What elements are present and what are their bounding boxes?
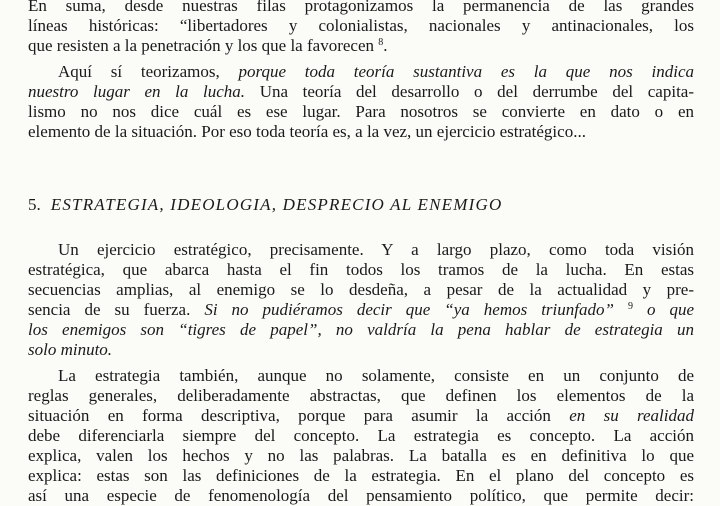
text-line: líneas históricas: “libertadores y colonialistas, nacionales y antinacionales, los	[28, 16, 694, 35]
section-number: 5.	[28, 195, 41, 214]
text-line: los enemigos son “tigres de papel”, no valdría la pena hablar de estrategia un	[28, 320, 694, 339]
paragraph-estrategia	[28, 366, 694, 506]
paragraph-ejercicio	[28, 240, 694, 360]
book-page	[28, 0, 694, 506]
text-line: situación en forma descriptiva, porque para asumir la acción en su realidad	[28, 406, 695, 425]
text-line: sencia de su fuerza. Si no pudiéramos decir que “ya hemos triunfado” $^9$ o que	[28, 300, 694, 319]
text-line: explica: estas son las definiciones de la estrategia. En el plano del concepto es	[28, 466, 694, 485]
text-line: Un ejercicio estratégico, precisamente. Y a largo plazo, como toda visión	[58, 240, 694, 259]
text-line: que resisten a la penetración y los que la favorecen $^8$.	[28, 36, 388, 55]
section-heading	[28, 194, 694, 216]
text-line: En suma, desde nuestras filas protagonizamos la permanencia de las grandes	[28, 0, 694, 15]
text-line: nuestro lugar en la lucha. Una teoría del desarrollo o del derrumbe del capita-	[28, 82, 694, 101]
text-line: La estrategia también, aunque no solamente, consiste en un conjunto de	[58, 366, 694, 385]
text-line: debe diferenciarla siempre del concepto. La estrategia es concepto. La acción	[28, 426, 694, 445]
text-line: secuencias amplias, al enemigo se lo desdeña, a pesar de la actualidad y pre-	[28, 280, 694, 299]
text-line: explica, valen los hechos y no las palabras. La batalla es en definitiva lo que	[28, 446, 694, 465]
section-title: ESTRATEGIA, IDEOLOGIA, DESPRECIO AL ENEMIGO	[50, 195, 503, 214]
footnote-ref-9: 9	[627, 301, 633, 312]
text-line: estratégica, que abarca hasta el fin todos los tramos de la lucha. En estas	[28, 260, 694, 279]
text-line: Aquí sí teorizamos, porque toda teoría sustantiva es la que nos indica	[58, 62, 694, 81]
text-line: reglas generales, deliberadamente abstractas, que definen los elementos de la	[28, 386, 694, 405]
paragraph-suma	[28, 0, 694, 56]
text-line: así una especie de fenomenología del pensamiento político, que permite decir:	[28, 486, 694, 505]
paragraph-teorizamos	[28, 62, 694, 142]
text-line: elemento de la situación. Por eso toda teoría es, a la vez, un ejercicio estratégico...	[28, 122, 586, 141]
text-line: lismo no nos dice cuál es ese lugar. Para nosotros se convierte en dato o en	[28, 102, 694, 121]
footnote-ref-8: 8	[378, 37, 384, 48]
text-line: solo minuto.	[28, 340, 113, 359]
